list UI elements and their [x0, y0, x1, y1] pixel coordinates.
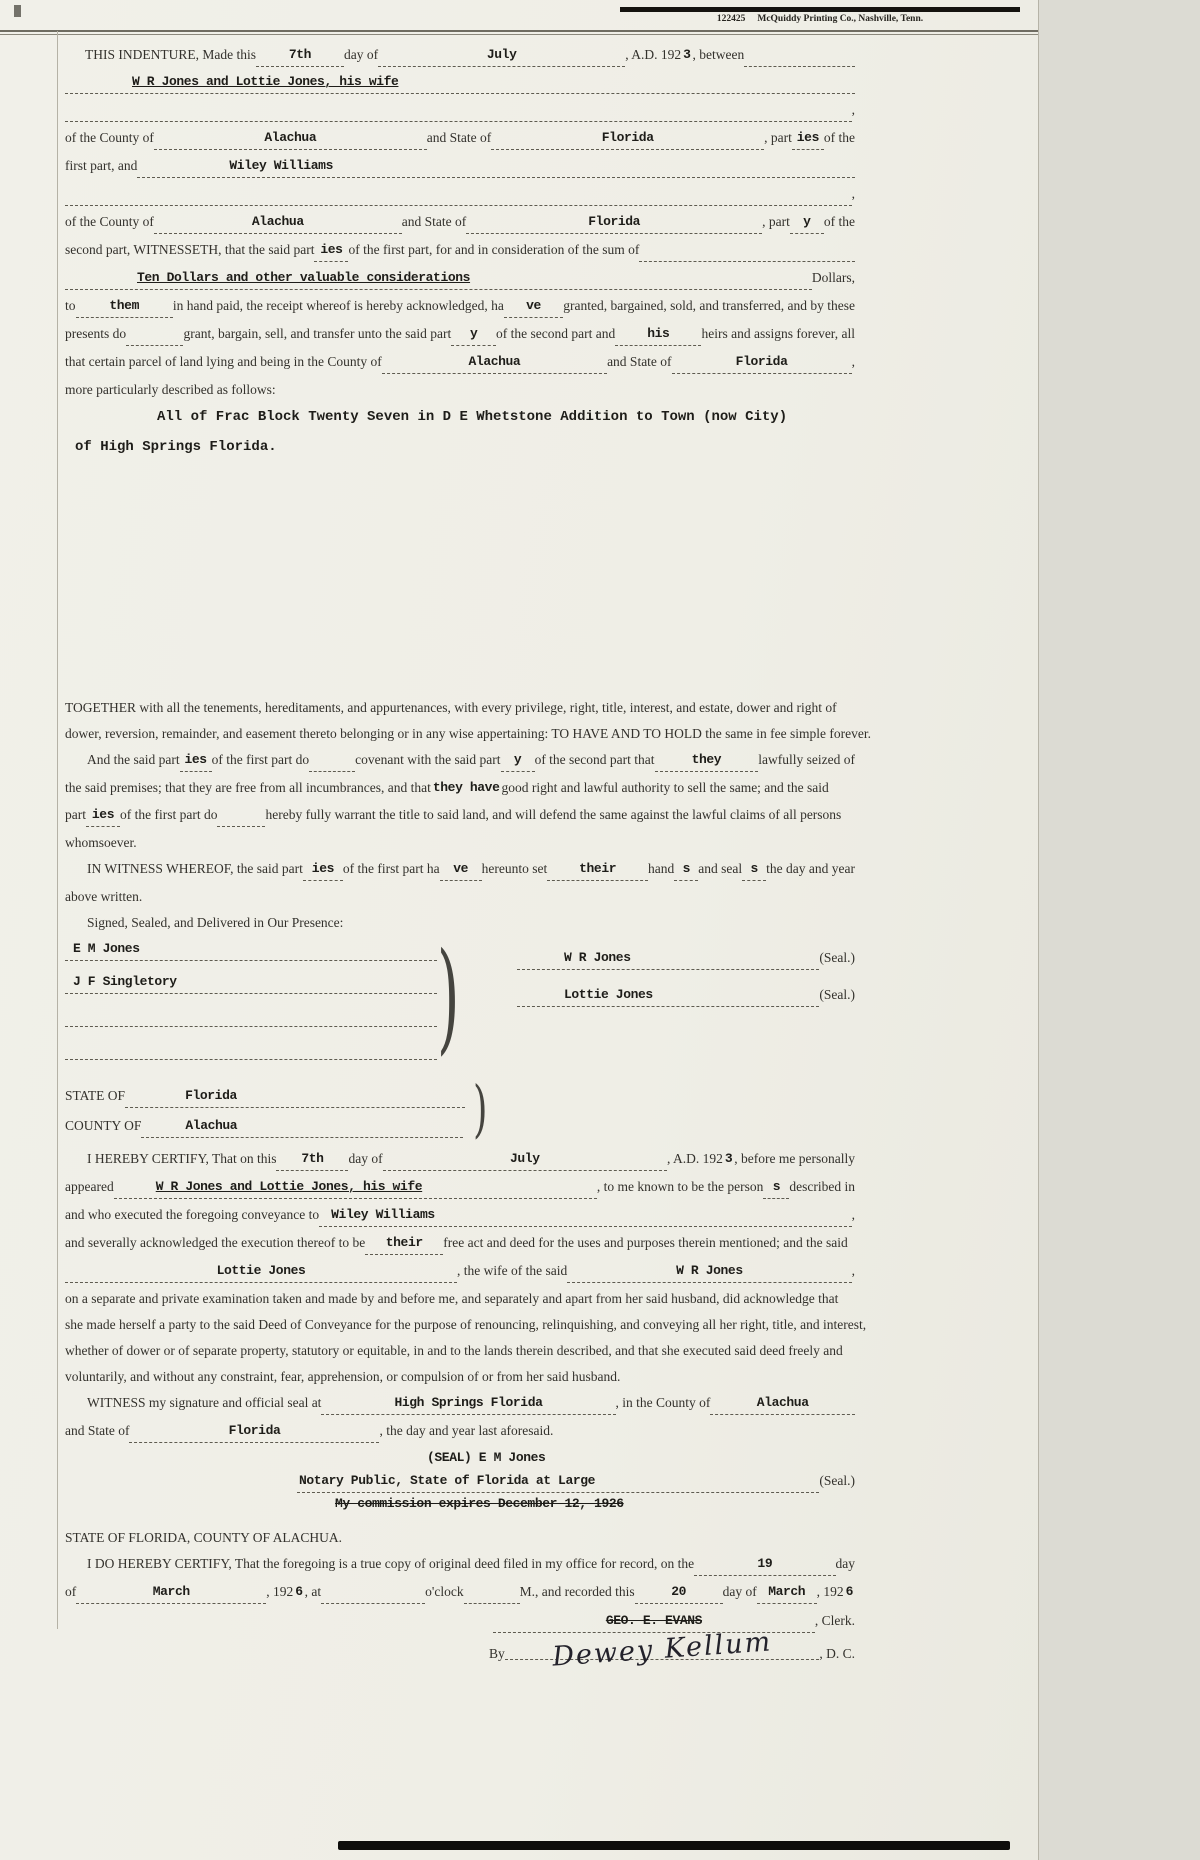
- fill-line: [744, 45, 855, 67]
- fill-line: [65, 72, 855, 94]
- printed-text: and State of: [65, 1423, 130, 1438]
- printed-text: day of: [722, 1584, 757, 1599]
- form-line: [65, 183, 855, 206]
- form-line: [65, 697, 855, 718]
- typed-entry: they: [691, 752, 722, 767]
- fill-line: [86, 805, 120, 827]
- typed-entry: s: [682, 861, 690, 876]
- printed-text: above written.: [65, 889, 143, 904]
- brace-glyph: ): [473, 1072, 488, 1145]
- printed-text: , between: [692, 47, 745, 62]
- printed-text: (Seal.): [819, 950, 855, 965]
- printed-text: to: [65, 298, 76, 313]
- form-line: [65, 1420, 855, 1443]
- fill-line: [383, 1149, 667, 1171]
- fill-line: [297, 1471, 819, 1493]
- typed-entry: Florida: [185, 1088, 237, 1103]
- typed-entry: High Springs Florida: [394, 1395, 543, 1410]
- scan-edge-bar: [620, 7, 1020, 12]
- fill-line: [757, 1582, 817, 1604]
- typed-entry: W R Jones and Lottie Jones, his wife: [155, 1179, 423, 1194]
- typed-entry: March: [152, 1584, 190, 1599]
- form-line: [65, 723, 871, 744]
- printed-text: voluntarily, and without any constraint, fear, apprehension, or compulsion of or from her said husband.: [65, 1369, 621, 1384]
- fill-line: [763, 1177, 789, 1199]
- printed-text: and who executed the foregoing conveyance to: [65, 1207, 320, 1222]
- printed-text: free act and deed for the uses and purposes therein mentioned; and the said: [443, 1235, 848, 1250]
- typed-entry: 19: [757, 1556, 773, 1571]
- fill-line: [505, 1626, 820, 1673]
- form-line: [65, 1392, 855, 1415]
- printed-text: day of: [343, 47, 379, 62]
- form-line: [65, 1204, 855, 1227]
- fill-line: [674, 859, 698, 881]
- printed-text: (Seal.): [819, 1473, 855, 1488]
- fill-line: [154, 212, 402, 234]
- printed-text: of the first part do: [211, 752, 310, 767]
- fill-line: [65, 1005, 437, 1027]
- printed-text: of the: [823, 130, 856, 145]
- fill-line: [466, 212, 762, 234]
- printed-text: dower, reversion, remainder, and easement thereto belonging or in any wise appertaining: TO HAVE AND TO HOLD the same in fee simple forever.: [65, 726, 871, 741]
- form-stock-number: 122425: [716, 14, 746, 24]
- typed-entry: March: [768, 1584, 806, 1599]
- typed-entry: Florida: [228, 1423, 281, 1438]
- form-line: [65, 211, 855, 234]
- printed-text: of the first part do: [120, 807, 218, 822]
- typed-entry: Alachua: [185, 1118, 238, 1133]
- fill-line: [76, 296, 173, 318]
- typed-entry: Alachua: [264, 130, 317, 145]
- fill-line: [114, 1177, 597, 1199]
- printed-text: , 192: [816, 1584, 844, 1599]
- printed-text: , part: [764, 130, 792, 145]
- printed-text: TOGETHER with all the tenements, hereditaments, and appurtenances, with every privilege, right, title, interest, and estate, dower and right of: [65, 700, 837, 715]
- top-rule-2: [0, 34, 1038, 35]
- printed-text: , part: [762, 214, 790, 229]
- deputy-clerk-line: [489, 1626, 855, 1673]
- fill-line: [655, 750, 759, 772]
- typed-entry: y: [803, 214, 811, 229]
- printed-text: IN WITNESS WHEREOF, the said part: [87, 861, 303, 876]
- printed-text: and severally acknowledged the execution thereof to be: [65, 1235, 366, 1250]
- fill-line: [217, 805, 265, 827]
- printed-text: ,: [851, 354, 855, 369]
- fill-line: [65, 1261, 457, 1283]
- printed-text: (Seal.): [819, 987, 855, 1002]
- typed-entry: 7th: [288, 47, 312, 62]
- fill-line: [303, 859, 343, 881]
- fill-line: [672, 352, 852, 374]
- fill-line: [65, 972, 437, 994]
- form-line: [65, 1288, 855, 1309]
- clerk-name-line: [493, 1610, 855, 1633]
- fill-line: [65, 184, 852, 206]
- typed-entry: Ten Dollars and other valuable considerations: [137, 270, 471, 285]
- printed-text: on a separate and private examination taken and made by and before me, and separately and apart from her said husband, did acknowledge that: [65, 1291, 839, 1306]
- form-line: [65, 1176, 855, 1199]
- fill-line: [792, 128, 824, 150]
- printed-text: Signed, Sealed, and Delivered in Our Presence:: [87, 915, 344, 930]
- printed-text: day of: [348, 1151, 383, 1166]
- typed-entry: of High Springs Florida.: [75, 439, 277, 455]
- printed-text: THIS INDENTURE, Made this: [85, 47, 256, 62]
- typed-entry: Notary Public, State of Florida at Large: [299, 1473, 596, 1488]
- typed-entry: ies: [184, 752, 207, 767]
- printed-text: STATE OF: [65, 1088, 126, 1103]
- printed-text: , A.D. 192: [625, 47, 682, 62]
- printed-text: day: [835, 1556, 855, 1571]
- printed-text: whomsoever.: [65, 835, 137, 850]
- witness-line: [65, 1038, 437, 1060]
- typed-entry: Alachua: [468, 354, 521, 369]
- printed-text: , D. C.: [819, 1646, 855, 1661]
- witness-signature-block: [65, 928, 855, 1071]
- fill-line: [137, 156, 855, 178]
- typed-entry: Alachua: [756, 1395, 809, 1410]
- printed-text: , A.D. 192: [667, 1151, 723, 1166]
- commission-line: [333, 1494, 855, 1515]
- fill-line: [547, 859, 648, 881]
- typed-entry: they have: [432, 780, 500, 795]
- printed-text: of the second part and: [496, 326, 616, 341]
- grantor-seal-column: [481, 939, 855, 1071]
- fill-line: [276, 1149, 348, 1171]
- printed-text: , 192: [266, 1584, 294, 1599]
- printed-text: , at: [304, 1584, 322, 1599]
- typed-entry: J F Singletory: [73, 974, 177, 989]
- form-line: [65, 99, 855, 122]
- fill-line: [790, 212, 824, 234]
- fill-line: [321, 1393, 615, 1415]
- printed-text: Dollars,: [811, 270, 855, 285]
- typed-entry: My commission expires December 12, 1926: [335, 1496, 624, 1511]
- form-line: [65, 1314, 867, 1335]
- scan-edge-bar-bottom: [338, 1841, 1010, 1850]
- printed-text: And the said part: [87, 752, 180, 767]
- printed-text: appeared: [65, 1179, 114, 1194]
- typed-entry: Florida: [588, 214, 641, 229]
- venue-line: [65, 1085, 505, 1108]
- printed-text: ,: [851, 1263, 855, 1278]
- printed-text: By: [489, 1646, 505, 1661]
- printed-text: and State of: [401, 214, 467, 229]
- printed-text: part: [65, 807, 86, 822]
- typed-entry: ve: [526, 298, 541, 313]
- printed-text: presents do: [65, 326, 127, 341]
- fill-line: [567, 1261, 851, 1283]
- printed-text: of the: [823, 214, 855, 229]
- printed-text: hereby fully warrant the title to said land, and will defend the same against the lawful claims of all persons: [265, 807, 842, 822]
- form-line: [65, 295, 855, 318]
- form-line: [65, 858, 855, 881]
- form-line: [65, 351, 855, 374]
- form-line: [65, 912, 855, 933]
- typed-entry: 6: [295, 1584, 303, 1599]
- typed-entry: ies: [311, 861, 335, 876]
- printed-text: ,: [851, 1207, 855, 1222]
- typed-entry: Wiley Williams: [331, 1207, 435, 1222]
- printed-text: , before me personally: [734, 1151, 855, 1166]
- printed-text: more particularly described as follows:: [65, 382, 276, 397]
- deed-form: [65, 44, 871, 1673]
- witness-line: [65, 939, 437, 961]
- fill-line: [65, 1038, 437, 1060]
- typed-entry: ies: [91, 807, 115, 822]
- typed-entry: Florida: [735, 354, 788, 369]
- notary-seal-line: [425, 1448, 855, 1469]
- typed-entry: July: [486, 47, 517, 62]
- printed-text: first part, and: [65, 158, 138, 173]
- notary-title-line: [297, 1470, 855, 1493]
- printed-text: and State of: [426, 130, 492, 145]
- form-line: [65, 1527, 855, 1548]
- printed-text: hand: [648, 861, 675, 876]
- form-line: [65, 777, 855, 799]
- printed-text: , in the County of: [615, 1395, 711, 1410]
- printed-text: in hand paid, the receipt whereof is hereby acknowledged, ha: [172, 298, 504, 313]
- typed-entry: 20: [671, 1584, 687, 1599]
- form-line: [65, 749, 855, 772]
- printed-text: I HEREBY CERTIFY, That on this: [87, 1151, 277, 1166]
- fill-line: [382, 352, 607, 374]
- fill-line: [635, 1582, 723, 1604]
- scan-gutter: [1038, 0, 1200, 1860]
- form-line: [65, 1232, 855, 1255]
- fill-line: [694, 1554, 835, 1576]
- printed-text: and seal: [698, 861, 743, 876]
- printed-text: whether of dower or of separate property, statutory or equitable, in and to the lands therein described, and that she executed said deed freely and: [65, 1343, 843, 1358]
- fill-line: [639, 240, 855, 262]
- fill-line: [129, 1421, 379, 1443]
- top-rule: [0, 30, 1038, 32]
- clerk-certification: [65, 1527, 855, 1673]
- typed-entry: their: [579, 861, 617, 876]
- fill-line: [451, 324, 496, 346]
- fill-line: [504, 296, 563, 318]
- fill-line: [180, 750, 212, 772]
- typed-entry: y: [513, 752, 522, 767]
- printed-text: of the County of: [65, 130, 154, 145]
- fill-line: [321, 1582, 425, 1604]
- fill-line: [742, 859, 766, 881]
- grantor-seal-line: [517, 947, 855, 970]
- fill-line: [365, 1233, 443, 1255]
- form-line: [65, 1581, 855, 1604]
- typed-entry: ies: [796, 130, 819, 145]
- typed-entry: his: [647, 326, 670, 341]
- consideration-line: [65, 267, 855, 290]
- typed-entry: GEO. E. EVANS: [605, 1613, 703, 1628]
- printed-text: COUNTY OF: [65, 1118, 142, 1133]
- fill-line: [76, 1582, 266, 1604]
- typed-entry: E M Jones: [73, 941, 140, 956]
- printed-text: , to me known to be the person: [596, 1179, 764, 1194]
- printed-text: , the day and year last aforesaid.: [379, 1423, 554, 1438]
- acknowledgment-body: [65, 1148, 867, 1515]
- fill-line: [517, 948, 819, 970]
- typed-entry: them: [109, 298, 139, 313]
- typed-entry: W R Jones and Lottie Jones, his wife: [132, 74, 399, 89]
- fill-line: [141, 1116, 463, 1138]
- printed-text: lawfully seized of: [758, 752, 855, 767]
- printed-text: of the first part ha: [342, 861, 440, 876]
- typed-entry: All of Frac Block Twenty Seven in D E Whetstone Addition to Town (now City): [157, 409, 788, 425]
- typed-entry: their: [385, 1235, 423, 1250]
- fill-line: [319, 1205, 851, 1227]
- fill-line: [464, 1582, 520, 1604]
- printed-text: heirs and assigns forever, all: [701, 326, 856, 341]
- typed-entry: 7th: [301, 1151, 324, 1166]
- form-line: [65, 1553, 855, 1576]
- indenture-opening-line: [65, 44, 855, 67]
- brace-glyph: ): [437, 928, 460, 1067]
- grantor-name-line: [65, 72, 855, 94]
- typed-entry: Lottie Jones: [216, 1263, 306, 1278]
- printed-text: described in: [789, 1179, 855, 1194]
- form-line: [65, 1340, 855, 1361]
- printed-text: ,: [851, 102, 855, 117]
- printed-text: o'clock: [425, 1584, 464, 1599]
- form-line: [65, 379, 855, 400]
- left-margin-line: [57, 31, 58, 1629]
- witness-line: [65, 972, 437, 994]
- printed-text: she made herself a party to the said Deed of Conveyance for the purpose of renouncing, relinquishing, and conveying all her right, title, and interest,: [65, 1317, 867, 1332]
- typed-entry: W R Jones: [564, 950, 631, 965]
- fill-line: [378, 45, 625, 67]
- printed-text: , the wife of the said: [457, 1263, 568, 1278]
- form-line: [65, 239, 855, 262]
- form-line: [65, 886, 855, 907]
- fill-line: [615, 324, 701, 346]
- printed-text: that certain parcel of land lying and being in the County of: [65, 354, 382, 369]
- form-line: [65, 804, 855, 827]
- printed-text: ,: [851, 186, 855, 201]
- fill-line: [491, 128, 764, 150]
- typed-entry: Lottie Jones: [564, 987, 653, 1002]
- fill-line: [125, 1086, 465, 1108]
- typed-entry: ve: [453, 861, 469, 876]
- witness-column: [65, 939, 437, 1071]
- printed-text: hereunto set: [481, 861, 548, 876]
- printed-text: M., and recorded this: [519, 1584, 635, 1599]
- printer-name: McQuiddy Printing Co., Nashville, Tenn.: [757, 14, 924, 24]
- printed-text: of the County of: [65, 214, 154, 229]
- typed-entry: 3: [683, 47, 691, 62]
- fill-line: [65, 268, 812, 290]
- printed-text: the day and year: [766, 861, 855, 876]
- typed-entry: s: [750, 861, 758, 876]
- form-line: [65, 127, 855, 150]
- typed-entry: 3: [724, 1151, 733, 1166]
- typed-entry: y: [469, 326, 478, 341]
- printed-text: STATE OF FLORIDA, COUNTY OF ALACHUA.: [65, 1530, 343, 1545]
- fill-line: [440, 859, 482, 881]
- printed-text: , Clerk.: [814, 1613, 855, 1628]
- form-line: [65, 1148, 855, 1171]
- printed-text: covenant with the said part: [355, 752, 501, 767]
- fill-line: [126, 324, 183, 346]
- typed-entry: 6: [845, 1584, 853, 1599]
- scan-artifact: [14, 5, 21, 17]
- printed-text: and State of: [607, 354, 672, 369]
- typed-entry: Wiley Williams: [229, 158, 333, 173]
- printer-credit: [620, 14, 1020, 24]
- grantee-name-line: [65, 155, 855, 178]
- grantor-seal-line: [517, 984, 855, 1007]
- venue-line: [65, 1115, 505, 1138]
- printed-text: of the first part, for and in consideration of the sum of: [348, 242, 640, 257]
- notary-venue-block: [65, 1072, 505, 1145]
- witness-line: [65, 1005, 437, 1027]
- fill-line: [710, 1393, 855, 1415]
- form-line: [65, 1366, 855, 1387]
- printed-text: grant, bargain, sell, and transfer unto the said part: [183, 326, 452, 341]
- printed-text: second part, WITNESSETH, that the said part: [65, 242, 315, 257]
- typed-entry: s: [772, 1179, 781, 1194]
- fill-line: [65, 939, 437, 961]
- printed-text: of the second part that: [534, 752, 655, 767]
- printed-text: I DO HEREBY CERTIFY, That the foregoing is a true copy of original deed filed in my office for record, on the: [87, 1556, 695, 1571]
- fill-line: [65, 100, 852, 122]
- typed-entry: Alachua: [251, 214, 304, 229]
- fill-line: [517, 985, 819, 1007]
- fill-line: [309, 750, 355, 772]
- printed-text: of: [65, 1584, 77, 1599]
- printed-text: the said premises; that they are free from all incumbrances, and that: [65, 780, 431, 795]
- property-description: [65, 408, 855, 429]
- typed-entry: (SEAL) E M Jones: [427, 1450, 546, 1465]
- property-description: [65, 438, 855, 459]
- fill-line: [314, 240, 348, 262]
- fill-line: [501, 750, 535, 772]
- form-line: [65, 1260, 855, 1283]
- deed-body: [65, 44, 871, 933]
- form-line: [65, 832, 855, 853]
- handwritten-signature: Dewey Kellum: [551, 1626, 774, 1673]
- fill-line: [256, 45, 344, 67]
- printed-text: good right and lawful authority to sell the same; and the said: [501, 780, 829, 795]
- typed-entry: July: [509, 1151, 540, 1166]
- printed-text: granted, bargained, sold, and transferred, and by these: [563, 298, 855, 313]
- printed-text: WITNESS my signature and official seal at: [87, 1395, 322, 1410]
- typed-entry: Florida: [601, 130, 654, 145]
- typed-entry: ies: [320, 242, 343, 257]
- fill-line: [154, 128, 427, 150]
- form-line: [65, 323, 855, 346]
- typed-entry: W R Jones: [676, 1263, 743, 1278]
